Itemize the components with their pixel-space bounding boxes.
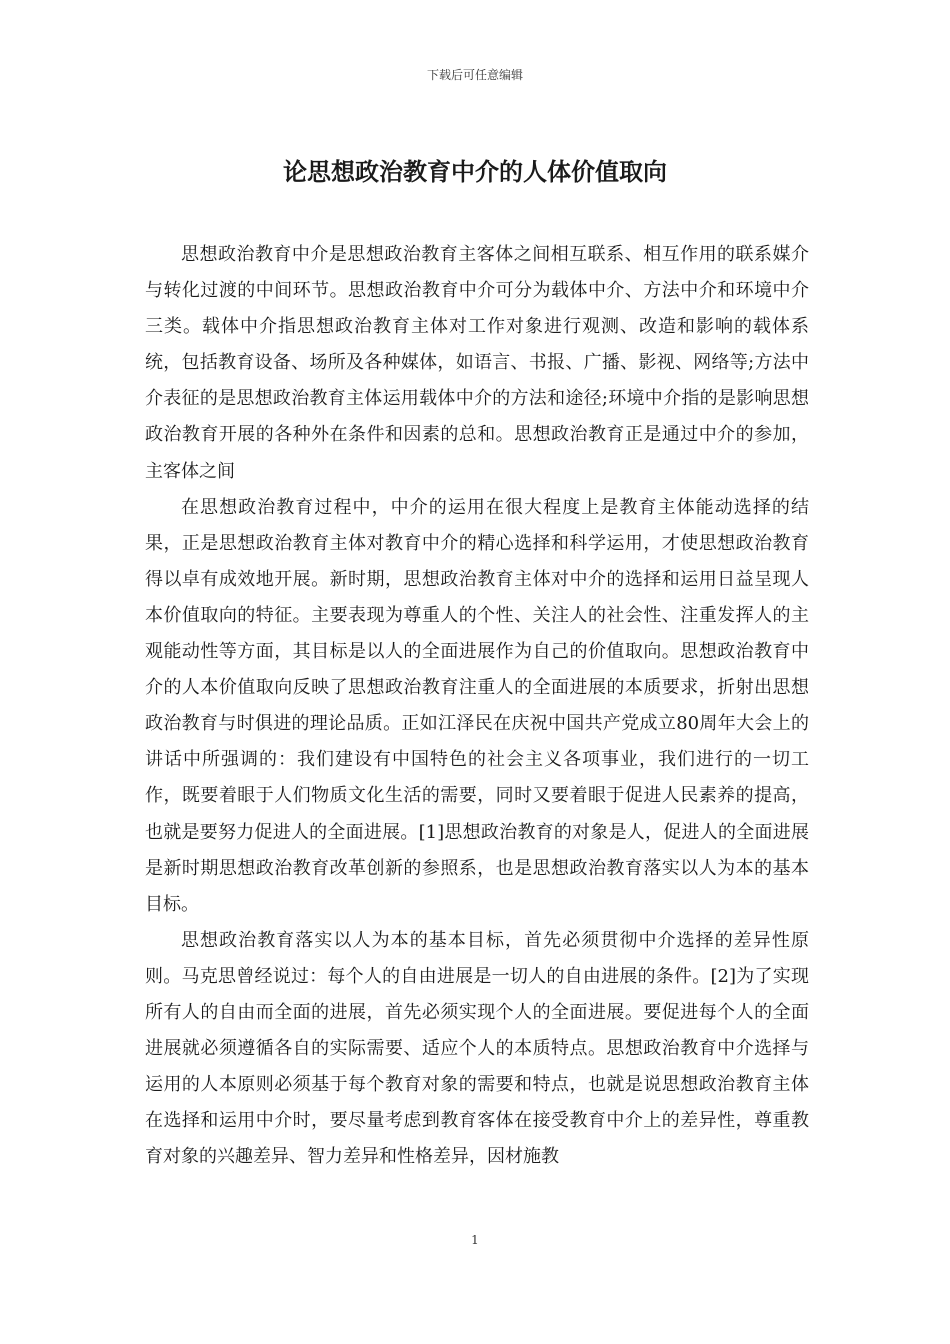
paragraph: 在思想政治教育过程中，中介的运用在很大程度上是教育主体能动选择的结果，正是思想政治教育主体对教育中介的精心选择和科学运用，才使思想政治教育得以卓有成效地开展。新时期，思想政治教育主体对中介的选择和运用日益呈现人本价值取向的特征。主要表现为尊重人的个性、关注人的社会性、注重发挥人的主观能动性等方面，其目标是以人的全面进展作为自己的价值取向。思想政治教育中介的人本价值取向反映了思想政治教育注重人的全面进展的本质要求，折射出思想政治教育与时俱进的理论品质。正如江泽民在庆祝中国共产党成立80周年大会上的讲话中所强调的：我们建设有中国特色的社会主义各项事业，我们进行的一切工作，既要着眼于人们物质文化生活的需要，同时又要着眼于促进人民素养的提高，也就是要努力促进人的全面进展。[1]思想政治教育的对象是人，促进人的全面进展是新时期思想政治教育改革创新的参照系，也是思想政治教育落实以人为本的基本目标。: [145, 496, 809, 915]
document-title: 论思想政治教育中介的人体价值取向: [283, 157, 667, 186]
paragraph: 思想政治教育中介是思想政治教育主客体之间相互联系、相互作用的联系媒介与转化过渡的中间环节。思想政治教育中介可分为载体中介、方法中介和环境中介三类。载体中介指思想政治教育主体对工作对象进行观测、改造和影响的载体系统，包括教育设备、场所及各种媒体，如语言、书报、广播、影视、网络等;方法中介表征的是思想政治教育主体运用载体中介的方法和途径;环境中介指的是影响思想政治教育开展的各种外在条件和因素的总和。思想政治教育正是通过中介的参加，主客体之间: [145, 244, 809, 482]
document-body: [145, 237, 809, 1175]
paragraph: 思想政治教育落实以人为本的基本目标，首先必须贯彻中介选择的差异性原则。马克思曾经说过：每个人的自由进展是一切人的自由进展的条件。[2]为了实现所有人的自由而全面的进展，首先必须实现个人的全面进展。要促进每个人的全面进展就必须遵循各自的实际需要、适应个人的本质特点。思想政治教育中介选择与运用的人本原则必须基于每个教育对象的需要和特点，也就是说思想政治教育主体在选择和运用中介时，要尽量考虑到教育客体在接受教育中介上的差异性，尊重教育对象的兴趣差异、智力差异和性格差异，因材施教: [145, 929, 809, 1168]
page-header: 下载后可任意编辑: [426, 68, 523, 82]
page-number: 1: [471, 1233, 479, 1247]
